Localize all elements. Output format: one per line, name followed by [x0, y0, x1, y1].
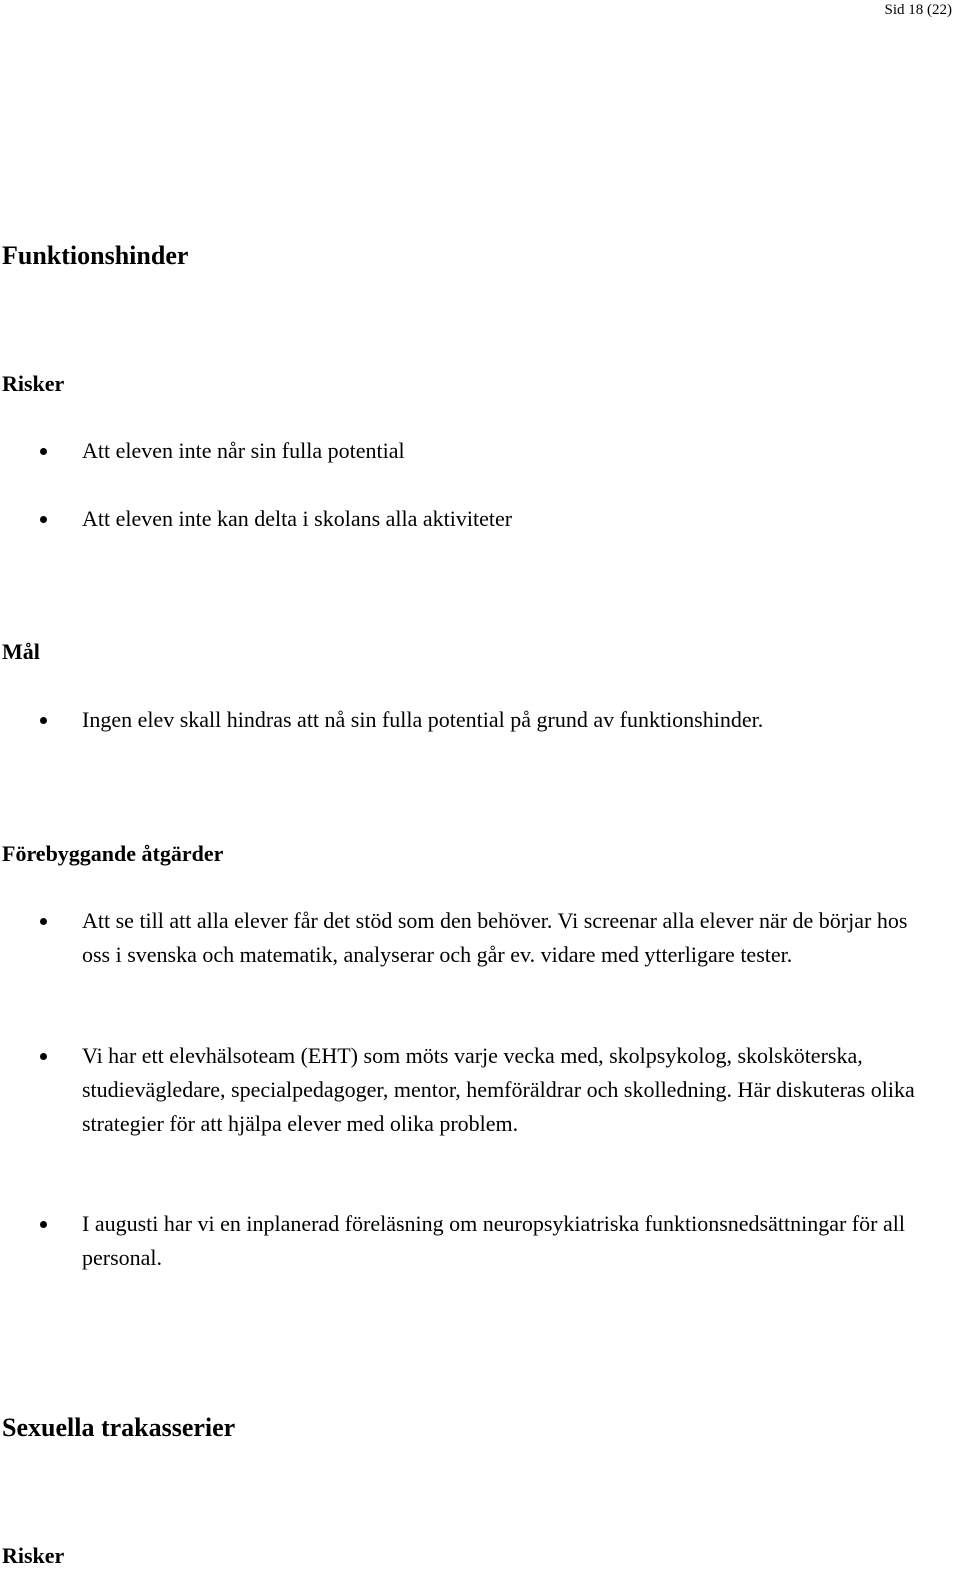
- list-item-text: Att se till att alla elever får det stöd som den behöver. Vi screenar alla elever när de börjar hos oss i svenska och matematik, analyserar och går ev. vidare med ytterligare tester.: [82, 908, 908, 967]
- list-item-text: Vi har ett elevhälsoteam (EHT) som möts varje vecka med, skolpsykolog, skolsköterska, studievägledare, specialpedagoger, mentor, hemföräldrar och skolledning. Här diskuteras olika strategier för att hjälpa elever med olika problem.: [82, 1043, 915, 1136]
- section-title-sexuella-trakasserier: Sexuella trakasserier: [2, 1413, 236, 1442]
- list-item-text: I augusti har vi en inplanerad föreläsning om neuropsykiatriska funktionsnedsättningar för all personal.: [82, 1211, 905, 1270]
- mal-list: [0, 703, 940, 737]
- list-item: [0, 703, 940, 737]
- bullet-icon: [40, 1221, 47, 1228]
- list-item: [0, 1039, 940, 1141]
- list-item-text: Att eleven inte når sin fulla potential: [82, 438, 405, 463]
- atgarder-list-2: [0, 1039, 940, 1141]
- heading-risker-2: Risker: [2, 1543, 65, 1568]
- section-title-funktionshinder: Funktionshinder: [2, 241, 189, 270]
- page-number: Sid 18 (22): [884, 2, 952, 18]
- atgarder-list-1: [0, 904, 940, 972]
- list-item-text: Att eleven inte kan delta i skolans alla aktiviteter: [82, 506, 513, 531]
- heading-risker: Risker: [2, 371, 65, 396]
- list-item-text: Ingen elev skall hindras att nå sin fulla potential på grund av funktionshinder.: [82, 707, 764, 732]
- risker-list-2: [0, 502, 940, 536]
- bullet-icon: [40, 1053, 47, 1060]
- risker-list: [0, 434, 940, 468]
- bullet-icon: [40, 717, 47, 724]
- list-item: [0, 1207, 940, 1275]
- heading-mal: Mål: [2, 639, 40, 664]
- heading-forebyggande-atgarder: Förebyggande åtgärder: [2, 841, 224, 866]
- list-item: [0, 434, 940, 468]
- bullet-icon: [40, 516, 47, 523]
- bullet-icon: [40, 448, 47, 455]
- atgarder-list-3: [0, 1207, 940, 1275]
- list-item: [0, 502, 940, 536]
- bullet-icon: [40, 918, 47, 925]
- list-item: [0, 904, 940, 972]
